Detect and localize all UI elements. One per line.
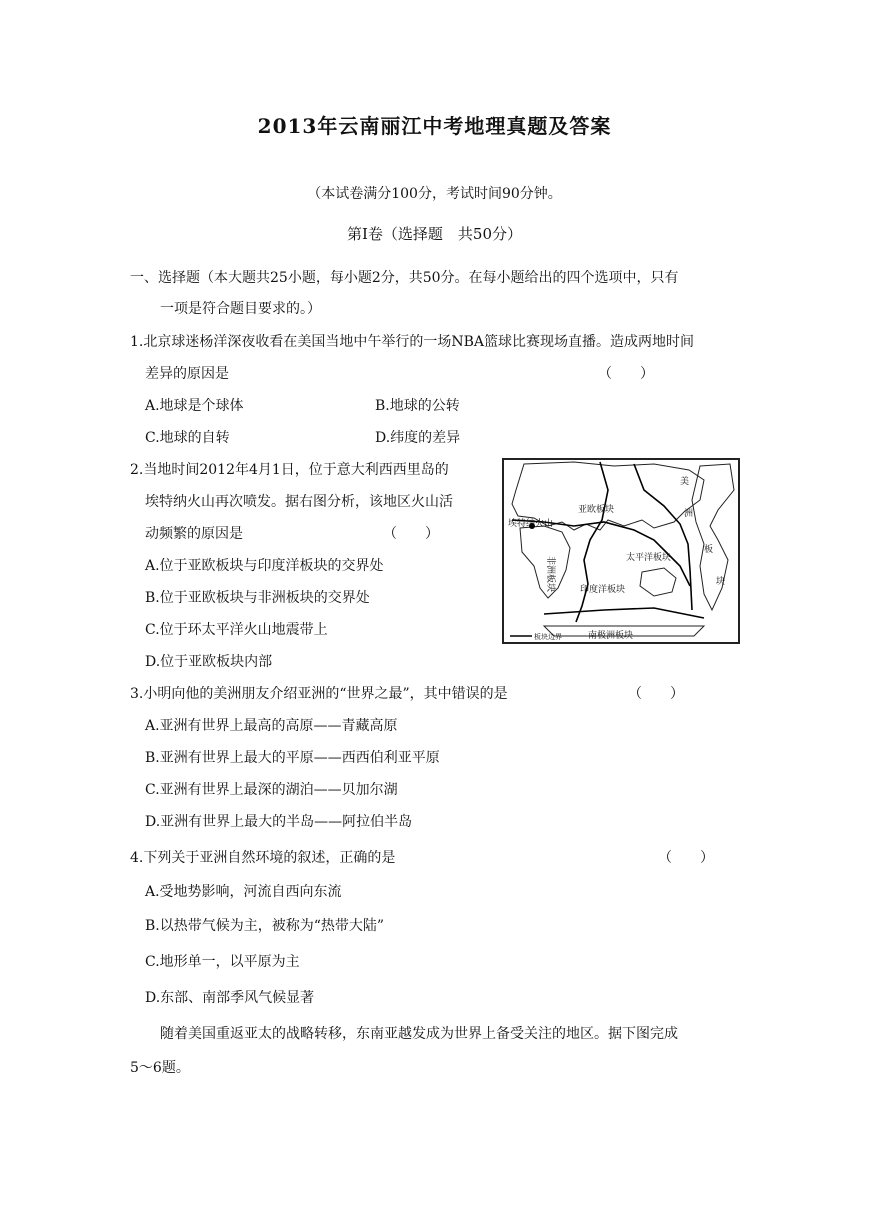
q2-option-b: B.位于亚欧板块与非洲板块的交界处: [145, 590, 370, 606]
q4-option-d: D.东部、南部季风气候显著: [145, 990, 315, 1006]
plate-boundary-line: [544, 608, 704, 618]
map-label-african-plate: 非洲板块: [545, 556, 555, 593]
q4-answer-blank: （ ）: [658, 850, 714, 866]
q3-option-b: B.亚洲有世界上最大的平原——西西伯利亚平原: [145, 750, 440, 766]
q4-option-b: B.以热带气候为主，被称为“热带大陆”: [145, 918, 385, 934]
passage-line2: 5～6题。: [130, 1060, 190, 1076]
q3-option-c: C.亚洲有世界上最深的湖泊——贝加尔湖: [145, 782, 398, 798]
section-instruction-line1: 一、选择题（本大题共25小题，每小题2分，共50分。在每小题给出的四个选项中，只有: [130, 270, 679, 286]
map-label-indian-plate: 印度洋板块: [580, 585, 626, 595]
legend-label: 板块边界: [534, 633, 562, 641]
q3-answer-blank: （ ）: [628, 686, 684, 702]
map-label-american-3: 板: [704, 545, 714, 555]
q4-option-a: A.受地势影响，河流自西向东流: [145, 884, 342, 900]
q2-stem-line1: 2.当地时间2012年4月1日，位于意大利西西里岛的: [130, 462, 449, 478]
section-instruction-line2: 一项是符合题目要求的。）: [160, 301, 321, 317]
page-title: 2013年云南丽江中考地理真题及答案: [257, 114, 612, 138]
plate-boundary-line: [576, 462, 608, 622]
q4-stem: 4.下列关于亚洲自然环境的叙述，正确的是: [130, 850, 396, 866]
q2-option-c: C.位于环太平洋火山地震带上: [145, 622, 328, 638]
q3-option-a: A.亚洲有世界上最高的高原——青藏高原: [145, 718, 398, 734]
map-label-american-1: 美: [680, 477, 690, 487]
q1-answer-blank: （ ）: [598, 366, 654, 382]
q2-answer-blank: （ ）: [383, 526, 439, 542]
q1-stem-line2: 差异的原因是: [145, 366, 229, 382]
map-label-volcano: 埃特纳火山: [508, 519, 554, 529]
americas-landmass: [692, 464, 734, 610]
q2-option-a: A.位于亚欧板块与印度洋板块的交界处: [145, 558, 384, 574]
map-label-american-4: 块: [716, 577, 726, 587]
exam-note: （本试卷满分100分，考试时间90分钟。: [307, 186, 562, 202]
plate-map-graphic: [504, 460, 738, 642]
map-label-american-2: 洲: [684, 509, 694, 519]
q2-option-d: D.位于亚欧板块内部: [145, 654, 273, 670]
q3-stem: 3.小明向他的美洲朋友介绍亚洲的“世界之最”，其中错误的是: [130, 686, 508, 702]
q4-option-c: C.地形单一，以平原为主: [145, 954, 300, 970]
map-label-antarctic-plate: 南极洲板块: [588, 631, 634, 641]
q2-stem-line2: 埃特纳火山再次喷发。据右图分析，该地区火山活: [145, 494, 453, 510]
map-label-eurasian-plate: 亚欧板块: [578, 505, 615, 515]
part-heading: 第Ⅰ卷（选择题 共50分）: [346, 225, 522, 243]
map-label-pacific-plate: 太平洋板块: [626, 553, 672, 563]
australia-landmass: [640, 568, 676, 596]
africa-landmass: [520, 526, 570, 598]
q1-option-c: C.地球的自转: [145, 430, 230, 446]
plate-map: [502, 458, 740, 644]
q3-option-d: D.亚洲有世界上最大的半岛——阿拉伯半岛: [145, 814, 413, 830]
q1-option-d: D.纬度的差异: [375, 430, 461, 446]
q2-stem-line3: 动频繁的原因是: [145, 526, 243, 542]
q1-stem-line1: 1.北京球迷杨洋深夜收看在美国当地中午举行的一场NBA篮球比赛现场直播。造成两地时间: [130, 334, 695, 350]
q1-option-b: B.地球的公转: [375, 398, 460, 414]
q1-option-a: A.地球是个球体: [145, 398, 244, 414]
passage-line1: 随着美国重返亚太的战略转移，东南亚越发成为世界上备受关注的地区。据下图完成: [160, 1026, 678, 1042]
